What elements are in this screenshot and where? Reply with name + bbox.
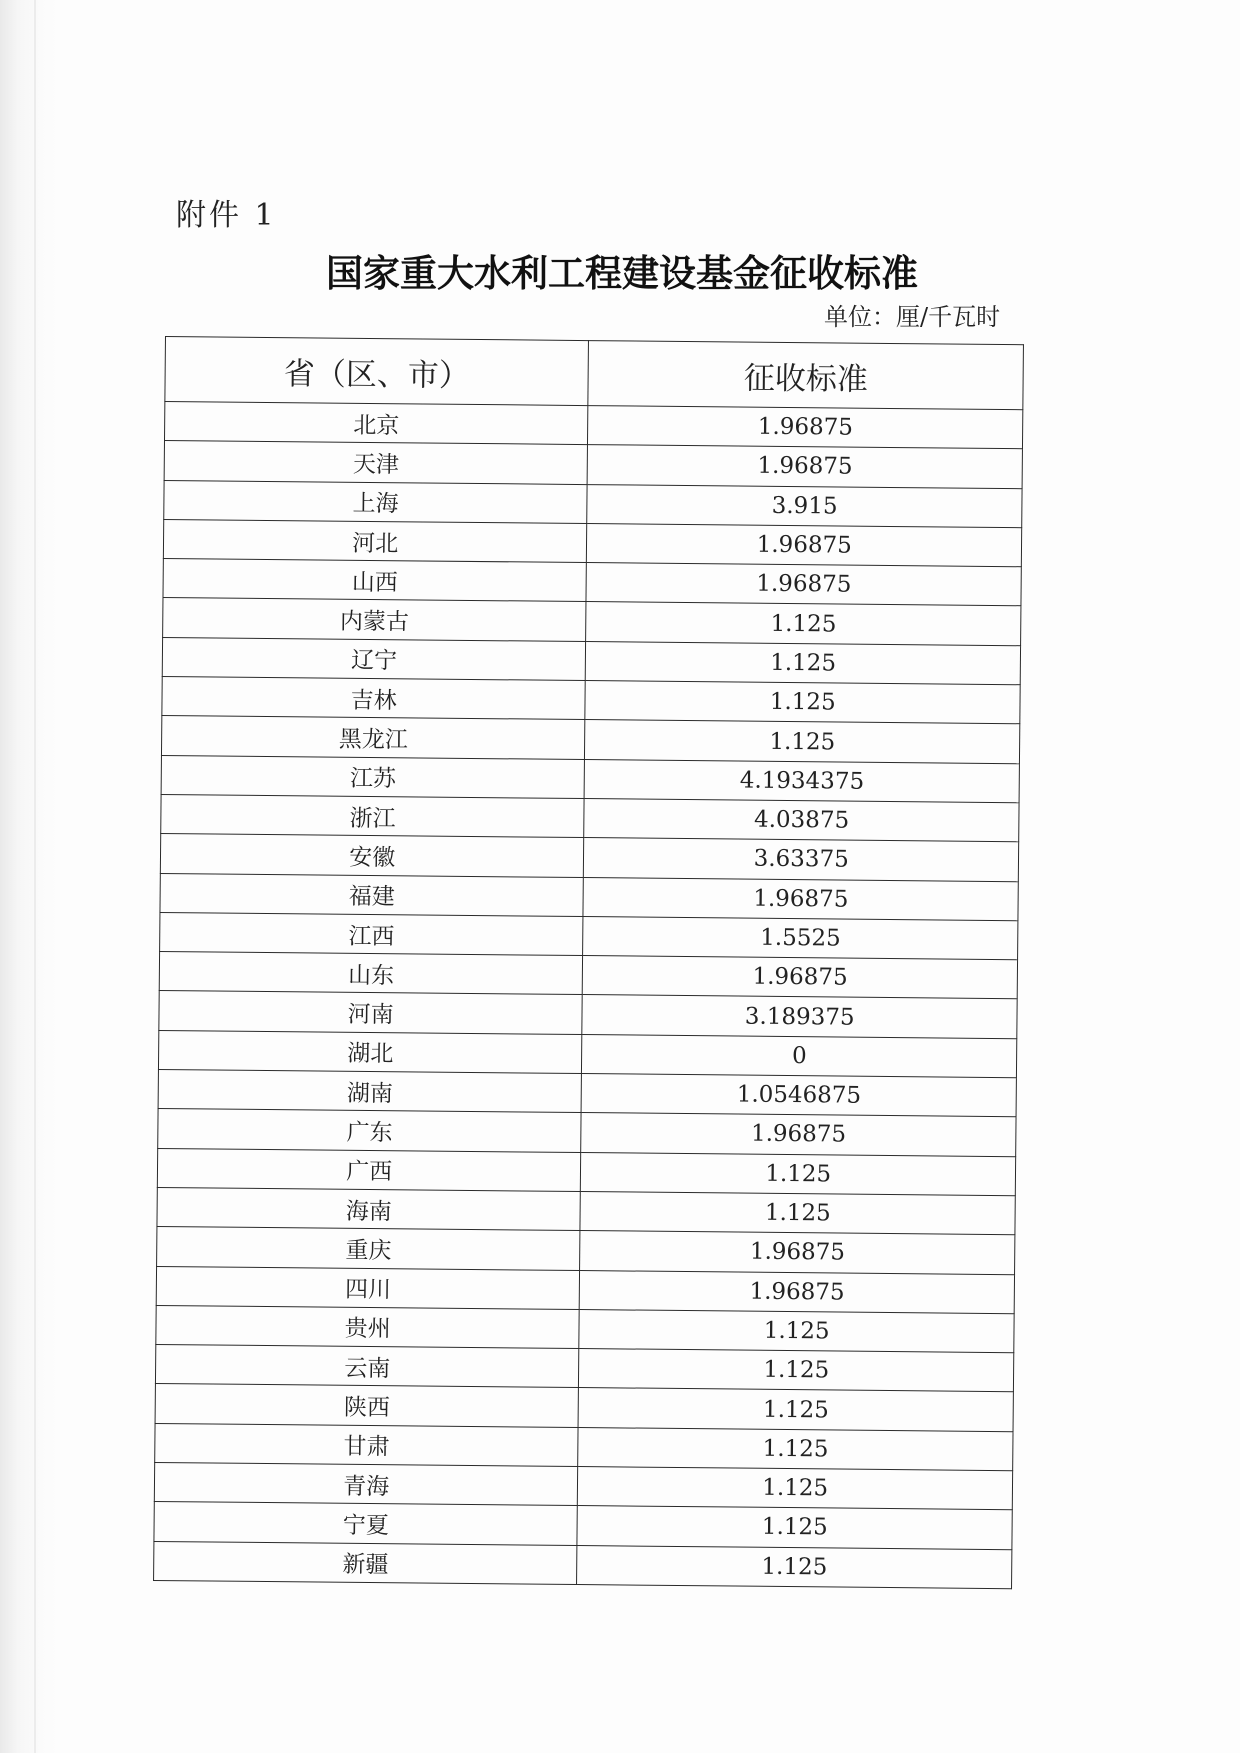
rate-cell: 1.125 (579, 1309, 1014, 1352)
province-cell: 辽宁 (162, 637, 586, 680)
province-cell: 江苏 (161, 755, 585, 798)
rate-cell: 4.1934375 (585, 759, 1020, 802)
rate-cell: 1.0546875 (581, 1074, 1016, 1117)
rate-cell: 1.125 (578, 1427, 1013, 1470)
province-cell: 宁夏 (154, 1502, 578, 1545)
scan-edge-shadow (0, 0, 58, 1753)
rate-cell: 1.96875 (581, 1113, 1016, 1156)
rate-cell: 1.125 (580, 1191, 1015, 1234)
province-cell: 山西 (163, 559, 587, 602)
rate-cell: 1.96875 (583, 877, 1018, 920)
rate-cell: 1.96875 (586, 563, 1021, 606)
province-cell: 安徽 (160, 834, 584, 877)
rate-cell: 1.125 (578, 1388, 1013, 1431)
header-province: 省（区、市） (165, 337, 589, 406)
table-row (154, 1541, 1012, 1589)
province-cell: 江西 (160, 912, 584, 955)
province-cell: 山东 (159, 952, 583, 995)
province-cell: 云南 (155, 1345, 579, 1388)
rate-cell: 1.125 (581, 1152, 1016, 1195)
rate-cell: 3.63375 (584, 838, 1019, 881)
header-rate: 征收标准 (588, 341, 1023, 410)
unit-note: 单位：厘/千瓦时 (824, 303, 1001, 331)
province-cell: 陕西 (155, 1384, 579, 1427)
province-cell: 北京 (164, 402, 588, 445)
province-cell: 上海 (164, 480, 588, 523)
rate-cell: 1.96875 (588, 406, 1023, 449)
rate-cell: 1.96875 (587, 523, 1022, 566)
province-cell: 广东 (158, 1109, 582, 1152)
rate-cell: 4.03875 (584, 799, 1019, 842)
province-cell: 甘肃 (155, 1423, 579, 1466)
province-cell: 浙江 (161, 794, 585, 837)
rate-cell: 1.125 (577, 1545, 1012, 1588)
rate-cell: 1.96875 (580, 1231, 1015, 1274)
table-body (154, 402, 1023, 1589)
rate-cell: 1.96875 (588, 445, 1023, 488)
province-cell: 天津 (164, 441, 588, 484)
rate-cell: 3.915 (587, 484, 1022, 527)
province-cell: 福建 (160, 873, 584, 916)
province-cell: 四川 (156, 1266, 580, 1309)
rate-cell: 1.125 (579, 1349, 1014, 1392)
province-cell: 贵州 (156, 1305, 580, 1348)
province-cell: 吉林 (162, 677, 586, 720)
province-cell: 海南 (157, 1187, 581, 1230)
rate-cell: 1.125 (585, 681, 1020, 724)
province-cell: 内蒙古 (163, 598, 587, 641)
province-cell: 黑龙江 (161, 716, 585, 759)
rate-cell: 1.5525 (583, 916, 1018, 959)
province-cell: 重庆 (157, 1227, 581, 1270)
table-header-row (165, 337, 1024, 410)
document-title: 国家重大水利工程建设基金征收标准 (326, 251, 918, 295)
rate-cell: 1.96875 (580, 1270, 1015, 1313)
rates-table (153, 336, 1024, 1589)
rate-cell: 1.125 (586, 641, 1021, 684)
province-cell: 新疆 (154, 1541, 578, 1584)
province-cell: 广西 (157, 1148, 581, 1191)
rate-cell: 1.96875 (583, 956, 1018, 999)
rate-cell: 1.125 (577, 1506, 1012, 1549)
rate-cell: 1.125 (585, 720, 1020, 763)
attachment-label: 附件 1 (176, 198, 277, 233)
province-cell: 河南 (159, 991, 583, 1034)
province-cell: 湖北 (158, 1030, 582, 1073)
rate-cell: 1.125 (586, 602, 1021, 645)
province-cell: 河北 (163, 519, 587, 562)
province-cell: 湖南 (158, 1070, 582, 1113)
province-cell: 青海 (154, 1462, 578, 1505)
rates-table-container (153, 336, 1024, 1589)
rate-cell: 1.125 (578, 1467, 1013, 1510)
rate-cell: 3.189375 (582, 995, 1017, 1038)
rate-cell: 0 (582, 1034, 1017, 1077)
